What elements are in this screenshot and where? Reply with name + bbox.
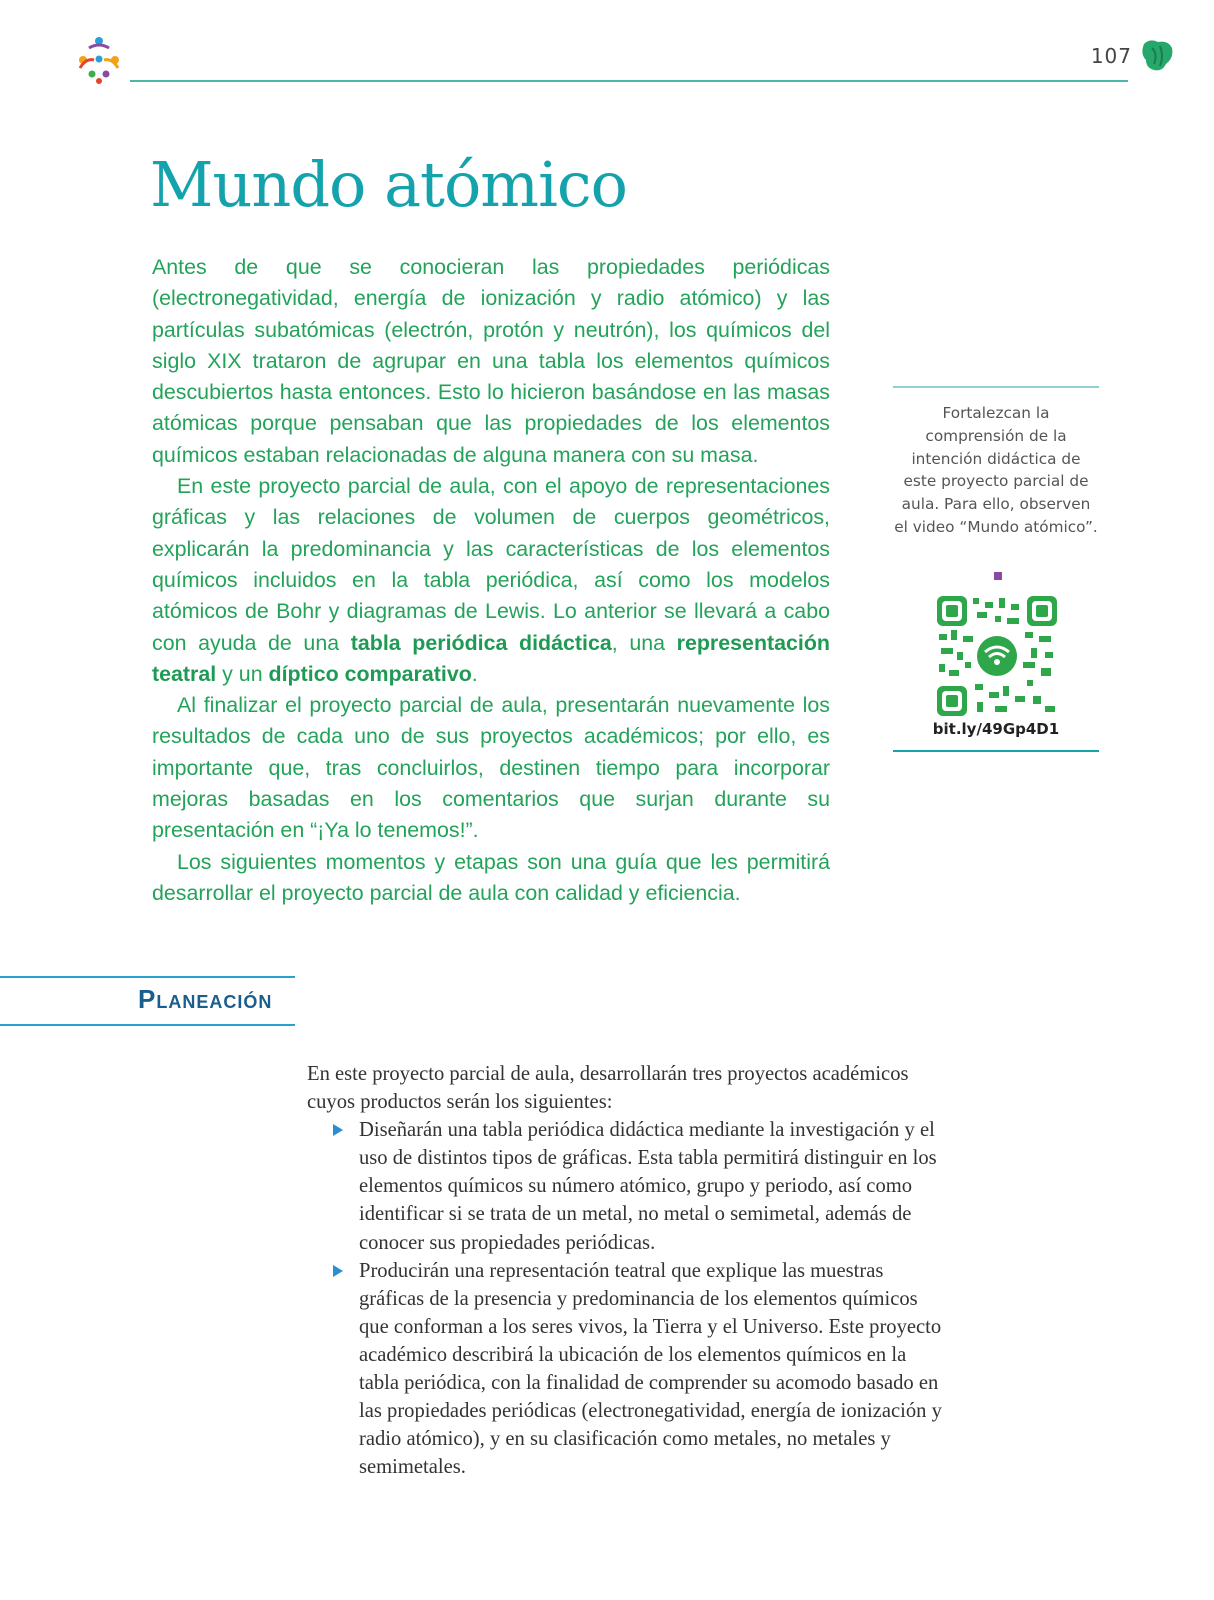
list-item-text: Producirán una representación teatral que explique las muestras gráficas de la presencia y predominancia de los elementos químicos que conforman a los seres vivos, la Tierra y el Universo. Este proyecto académico describirá la ubicación de los elementos químicos en la tabla periódica, con la finalidad de comprender su acomodo basado en las propiedades periódicas (electronegatividad, energía de ionización y radio atómico), y en su clasificación como metales, no metales y semimetales. [359, 1259, 942, 1479]
bullet-arrow-icon [333, 1265, 343, 1277]
intro-p2-start: En este proyecto parcial de aula, con el apoyo de representaciones gráficas y las relaciones de volumen de cuerpos geométricos, explicarán la predominancia y las características de los elementos químicos incluidos en la tabla periódica, así como los modelos atómicos de Bohr y diagramas de Lewis. Lo anterior se llevará a cabo con ayuda de una [152, 474, 830, 655]
intro-paragraph-4: Los siguientes momentos y etapas son una guía que les permitirá desarrollar el proyecto parcial de aula con calidad y eficiencia. [152, 849, 830, 905]
section-rule-top [0, 976, 295, 978]
intro-p2-end: . [471, 661, 478, 686]
bullet-arrow-icon [333, 1124, 343, 1136]
header-rule [130, 80, 1128, 82]
intro-paragraph-2 [152, 471, 830, 690]
product-list [307, 1116, 947, 1481]
logo-icon [72, 32, 126, 86]
keyword-representacion-teatral: representación teatral [152, 630, 830, 686]
intro-p2-mid1: , una [611, 630, 677, 655]
video-sidebar [893, 386, 1099, 752]
planning-intro: En este proyecto parcial de aula, desarrollarán tres proyectos académicos cuyos productos serán los siguientes: [307, 1063, 909, 1114]
list-item-text: Diseñarán una tabla periódica didáctica mediante la investigación y el uso de distintos tipos de gráficas. Esta tabla permitirá distinguir en los elementos químicos su número atómico, grupo y periodo, así como identificar si se trata de un metal, no metal o semimetal, además de conocer sus propiedades periódicas. [359, 1119, 937, 1254]
intro-p2-mid2: y un [216, 661, 269, 686]
intro-text [152, 252, 830, 909]
page-title: Mundo atómico [150, 148, 627, 221]
corner-leaf-icon [1140, 38, 1174, 74]
video-url[interactable]: bit.ly/49Gp4D1 [932, 720, 1060, 738]
section-rule-bottom [0, 1024, 295, 1026]
section-heading: Planeación [138, 984, 273, 1014]
intro-paragraph-1: Antes de que se conocieran las propiedades periódicas (electronegatividad, energía de ionización y radio atómico) y las partículas subatómicas (electrón, protón y neutrón), los químicos del siglo XIX trataron de agrupar en una tabla los elementos químicos descubiertos hasta entonces. Esto lo hicieron basándose en las masas atómicas porque pensaban que las propiedades de los elementos químicos estaban relacionadas de alguna manera con su masa. [152, 255, 830, 467]
list-item [359, 1116, 947, 1256]
keyword-tabla-periodica: tabla periódica didáctica [350, 630, 612, 655]
qr-code-icon[interactable] [937, 596, 1057, 716]
intro-paragraph-3: Al finalizar el proyecto parcial de aula, presentarán nuevamente los resultados de cada uno de sus proyectos académicos; por ello, es importante que, tras concluirlos, destinen tiempo para incorporar mejoras basadas en los comentarios que surjan durante su presentación en “¡Ya lo tenemos!”. [152, 693, 830, 843]
sidebar-marker [994, 572, 1002, 580]
page-number: 107 [1090, 44, 1132, 68]
list-item [359, 1257, 947, 1482]
planning-body [307, 1060, 947, 1481]
video-sidebar-text: Fortalezcan la comprensión de la intención didáctica de este proyecto parcial de aula. Para ello, observen el video “Mundo atómico”. [894, 404, 1098, 536]
keyword-diptico-comparativo: díptico comparativo [268, 661, 472, 686]
